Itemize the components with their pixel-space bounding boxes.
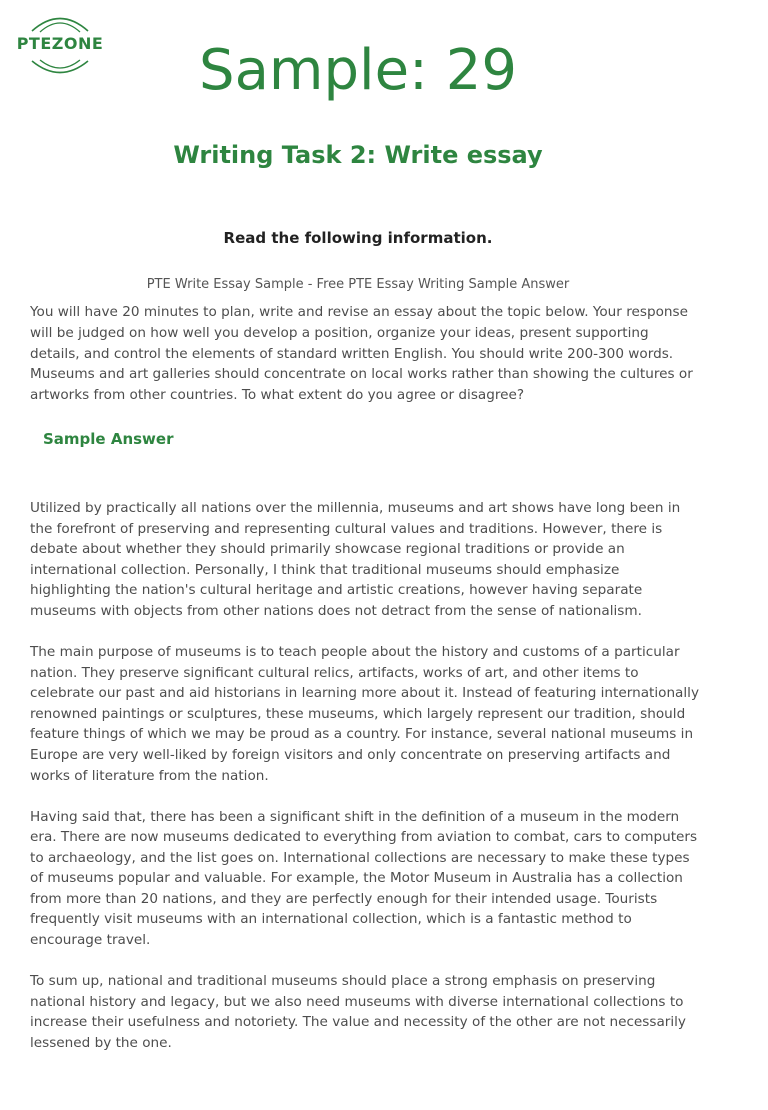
instructions-heading: Read the following information. [223, 229, 493, 247]
essay-body [30, 498, 700, 1074]
task-title: Writing Task 2: Write essay [173, 141, 543, 169]
essay-prompt: You will have 20 minutes to plan, write and revise an essay about the topic below. Your response will be judged on how well you develop a position, organize your ideas, present supporting details, and control the elements of standard written English. You should write 200-300 words. Museums and art galleries should concentrate on local works rather than showing the cultures or artworks from other countries. To what extent do you agree or disagree? [30, 304, 693, 404]
essay-paragraph-2: The main purpose of museums is to teach people about the history and customs of a particular nation. They preserve significant cultural relics, artifacts, works of art, and other items to celebrate our past and aid historians in learning more about it. Instead of featuring internationally renowned paintings or sculptures, these museums, which largely represent our tradition, should feature things of which we may be proud as a country. For instance, several national museums in Europe are very well-liked by foreign visitors and only concentrate on preserving artifacts and works of literature from the nation. [30, 643, 699, 784]
essay-paragraph-3: Having said that, there has been a significant shift in the definition of a museum in the modern era. There are now museums dedicated to everything from aviation to combat, cars to computers to archaeology, and the list goes on. International collections are necessary to make these types of museums popular and valuable. For example, the Motor Museum in Australia has a collection from more than 20 nations, and they are perfectly enough for their intended usage. Tourists frequently visit museums with an international collection, which is a fantastic method to encourage travel. [30, 808, 698, 949]
page-subtitle: PTE Write Essay Sample - Free PTE Essay Writing Sample Answer [146, 277, 570, 292]
essay-paragraph-1: Utilized by practically all nations over the millennia, museums and art shows have long been in the forefront of preserving and representing cultural values and traditions. However, there is debate about whether they should primarily showcase regional traditions or provide an international collection. Personally, I think that traditional museums should emphasize highlighting the nation's cultural heritage and artistic creations, however having separate museums with objects from other nations does not detract from the sense of nationalism. [30, 500, 681, 619]
page-title: Sample: 29 [199, 38, 517, 103]
logo-text: PTEZONE [16, 34, 104, 53]
sample-answer-heading: Sample Answer [43, 430, 174, 448]
essay-paragraph-4: To sum up, national and traditional museums should place a strong emphasis on preserving national history and legacy, but we also need museums with diverse international collections to increase their usefulness and notoriety. The value and necessity of the other are not necessarily lessened by the one. [30, 973, 686, 1051]
logo-arc-top-icon [24, 12, 96, 34]
